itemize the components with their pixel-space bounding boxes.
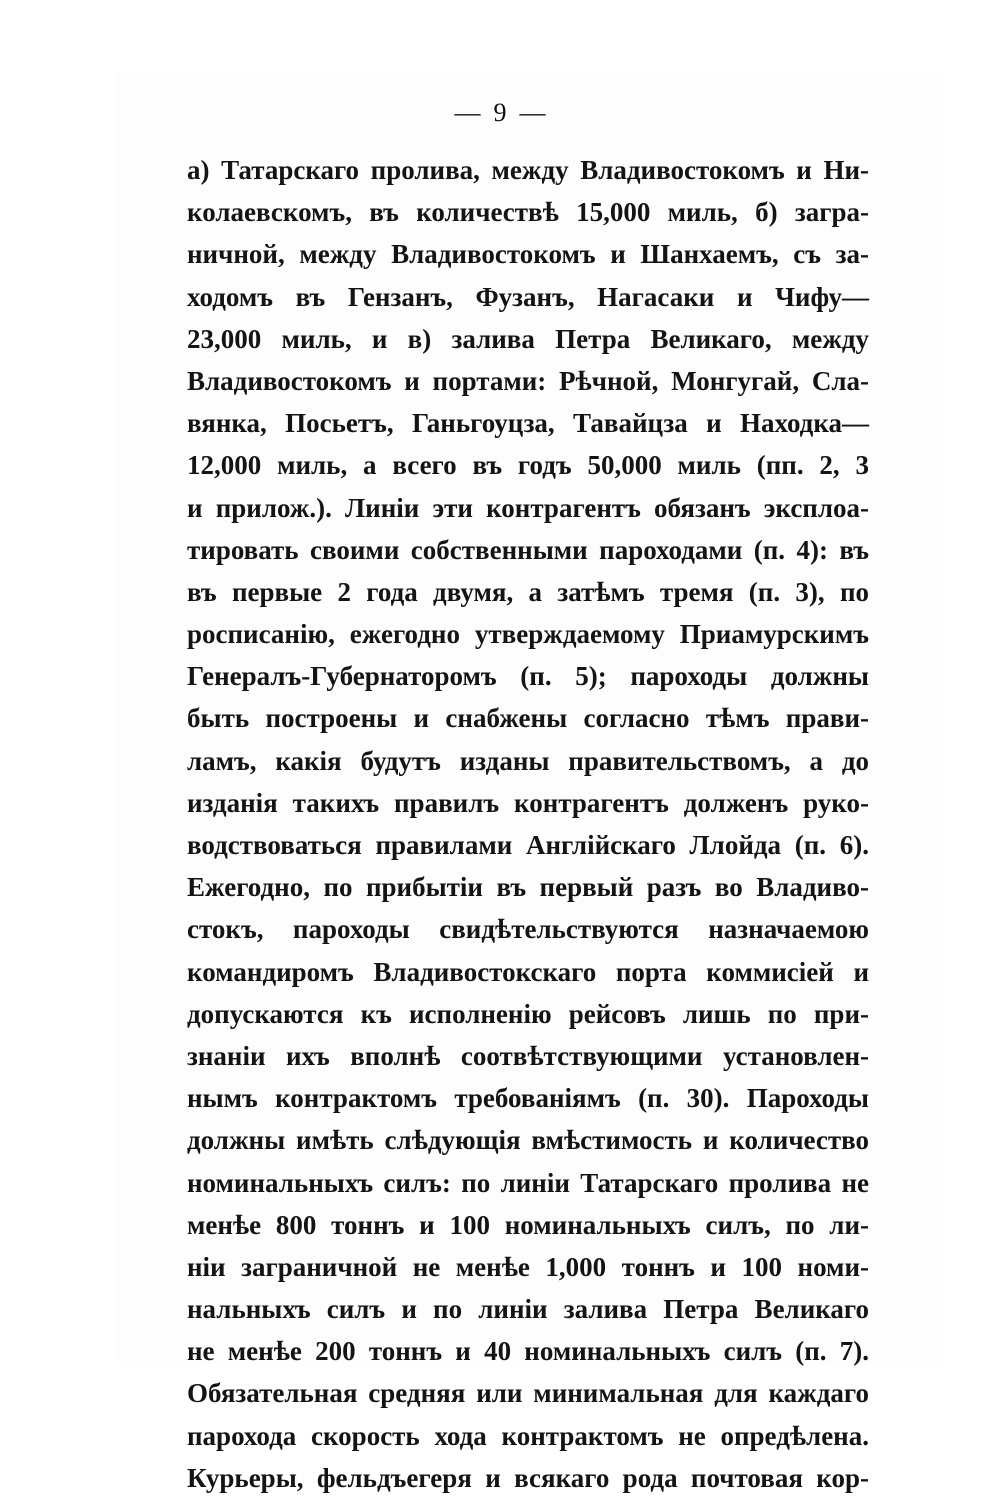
text-line: 23,000 миль, и в) залива Петра Великаго, между <box>187 323 869 354</box>
body-text <box>187 149 869 1499</box>
text-line: Генералъ-Губернаторомъ (п. 5); пароходы должны <box>187 661 869 692</box>
text-line: менѣе 800 тоннъ и 100 номинальныхъ силъ, по ли- <box>187 1209 869 1240</box>
text-line: знаніи ихъ вполнѣ соотвѣтствующими установлен- <box>187 1040 869 1071</box>
text-line: командиромъ Владивостокскаго порта коммисіей и <box>187 956 869 987</box>
text-line: колаевскомъ, въ количествѣ 15,000 миль, б) загра- <box>187 197 869 228</box>
text-line: и прилож.). Линіи эти контрагентъ обязанъ эксплоа- <box>187 492 869 523</box>
text-line: Ежегодно, по прибытіи въ первый разъ во Владиво- <box>187 872 869 903</box>
text-line: а) Татарскаго пролива, между Владивостокомъ и Ни- <box>187 155 869 185</box>
text-line: вянка, Посьетъ, Ганьгоуцза, Тавайцза и Находка— <box>187 408 869 439</box>
text-line: водствоваться правилами Англійскаго Ллойда (п. 6). <box>187 830 869 860</box>
text-line: парохода скорость хода контрактомъ не опредѣлена. <box>187 1420 869 1451</box>
text-line: ламъ, какія будутъ изданы правительствомъ, а до <box>187 745 869 776</box>
text-line: допускаются къ исполненію рейсовъ лишь по при- <box>187 998 869 1029</box>
text-line: ніи заграничной не менѣе 1,000 тоннъ и 100 номи- <box>187 1251 869 1282</box>
text-line: быть построены и снабжены согласно тѣмъ прави- <box>187 703 869 734</box>
text-line: въ первые 2 года двумя, а затѣмъ тремя (п. 3), по <box>187 576 869 607</box>
text-line: Курьеры, фельдъегеря и всякаго рода почтовая кор- <box>187 1462 869 1493</box>
text-line: Владивостокомъ и портами: Рѣчной, Монгугай, Сла- <box>187 365 869 396</box>
text-line: нымъ контрактомъ требованіямъ (п. 30). Пароходы <box>187 1083 869 1114</box>
text-line: номинальныхъ силъ: по линіи Татарскаго пролива не <box>187 1167 869 1198</box>
text-line: ничной, между Владивостокомъ и Шанхаемъ, съ за- <box>187 239 869 270</box>
text-line: стокъ, пароходы свидѣтельствуются назначаемою <box>187 914 869 945</box>
text-line: должны имѣть слѣдующія вмѣстимость и количество <box>187 1125 869 1156</box>
page-number: — 9 — <box>454 98 546 127</box>
text-line: тировать своими собственными пароходами (п. 4): въ <box>187 534 869 565</box>
text-line: не менѣе 200 тоннъ и 40 номинальныхъ силъ (п. 7). <box>187 1336 869 1367</box>
text-line: ходомъ въ Гензанъ, Фузанъ, Нагасаки и Чифу— <box>187 281 869 312</box>
text-line: росписанію, ежегодно утверждаемому Приамурскимъ <box>187 619 869 650</box>
text-line: изданія такихъ правилъ контрагентъ долженъ руко- <box>187 787 869 818</box>
text-line: Обязательная средняя или минимальная для каждаго <box>187 1378 869 1409</box>
text-line: нальныхъ силъ и по линіи залива Петра Великаго <box>187 1294 869 1325</box>
text-line: 12,000 миль, а всего въ годъ 50,000 миль (пп. 2, 3 <box>187 450 869 481</box>
